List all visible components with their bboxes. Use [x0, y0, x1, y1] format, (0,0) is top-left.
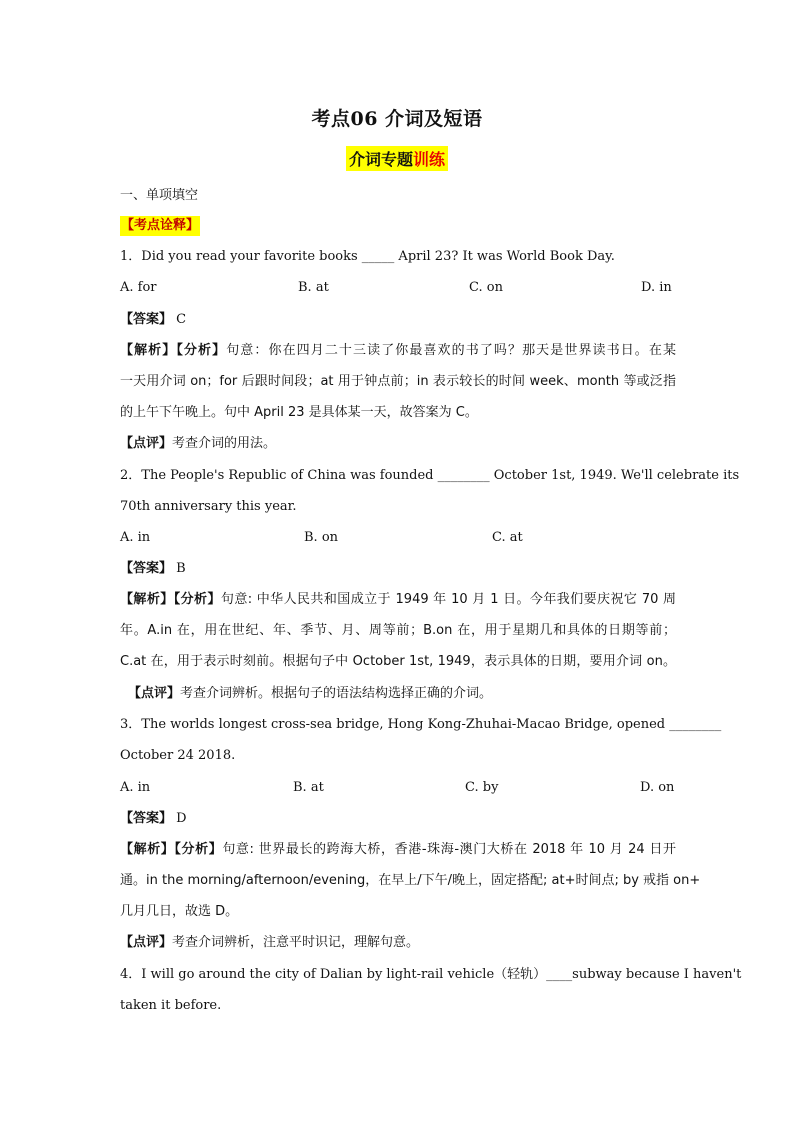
q3-comment-text: 考查介词辨析，注意平时识记，理解句意。 [172, 935, 420, 950]
q2-option-a[interactable]: A. in [120, 530, 151, 545]
answer-label: 【答案】 [120, 312, 173, 327]
analysis-label: 【解析】【分析】 [120, 592, 221, 607]
topic-tag: 【考点诠释】 [120, 216, 200, 236]
subtitle-main: 介词专题 [348, 150, 413, 169]
q3-option-d[interactable]: D. on [640, 780, 675, 795]
q3-analysis-line-1 [120, 840, 676, 860]
q2-comment-text: 考查介词辨析。根据句子的语法结构选择正确的介词。 [180, 686, 493, 701]
answer-label: 【答案】 [120, 811, 173, 826]
q2-stem-line-2: 70th anniversary this year. [120, 499, 297, 514]
q4-stem-line-2: taken it before. [120, 998, 222, 1013]
q3-stem-line-2: October 24 2018. [120, 748, 236, 763]
q1-analysis-line-3: 的上午下午晚上。句中 April 23 是具体某一天，故答案为 C。 [120, 405, 478, 420]
tag-line [120, 216, 676, 236]
comment-label: 【点评】 [120, 935, 173, 950]
q3-answer [120, 809, 676, 829]
q1-option-c[interactable]: C. on [469, 280, 503, 295]
q1-answer-value: C [176, 312, 187, 327]
q2-answer-value: B [176, 561, 186, 576]
section-heading: 一、单项填空 [120, 188, 199, 203]
q3-answer-value: D [176, 811, 187, 826]
q1-analysis-line-1 [120, 341, 676, 361]
subtitle-container [0, 146, 794, 171]
q1-comment [120, 434, 676, 454]
q3-stem-line-1: 3．The worlds longest cross-sea bridge, Hong Kong-Zhuhai-Macao Bridge, opened ________ [120, 717, 722, 732]
q3-analysis-line-3: 几月几日，故选 D。 [120, 904, 239, 919]
q2-stem-line-1: 2．The People's Republic of China was founded ________ October 1st, 1949. We'll celebrate its [120, 468, 740, 483]
q1-answer [120, 310, 676, 330]
analysis-label: 【解析】【分析】 [120, 343, 227, 358]
comment-label: 【点评】 [120, 436, 173, 451]
q3-option-a[interactable]: A. in [120, 780, 151, 795]
q2-answer [120, 559, 676, 579]
page-title: 考点06 介词及短语 [311, 108, 483, 130]
q2-analysis-line-3: C.at 在，用于表示时刻前。根据句子中 October 1st, 1949，表示具体的日期，要用介词 on。 [120, 654, 676, 669]
q1-option-d[interactable]: D. in [641, 280, 672, 295]
comment-label: 【点评】 [128, 686, 181, 701]
page-subtitle [346, 146, 448, 171]
q1-option-a[interactable]: A. for [120, 280, 157, 295]
q3-option-c[interactable]: C. by [465, 780, 499, 795]
q4-stem-line-1: 4．I will go around the city of Dalian by light-rail vehicle（轻轨）____subway because I haven't [120, 967, 742, 982]
q2-option-b[interactable]: B. on [304, 530, 339, 545]
q1-analysis-line-2: 一天用介词 on；for 后跟时间段；at 用于钟点前；in 表示较长的时间 week、month 等或泛指 [120, 374, 676, 389]
q3-analysis-line-2: 通。in the morning/afternoon/evening，在早上/下午/晚上，固定搭配; at+时间点; by 戒指 on+ [120, 873, 701, 888]
q3-option-b[interactable]: B. at [293, 780, 324, 795]
answer-label: 【答案】 [120, 561, 173, 576]
q3-comment [120, 933, 676, 953]
q2-analysis-line-2: 年。A.in 在，用在世纪、年、季节、月、周等前；B.on 在，用于星期几和具体的日期等前； [120, 623, 676, 638]
q1-option-b[interactable]: B. at [298, 280, 329, 295]
q2-option-c[interactable]: C. at [492, 530, 523, 545]
q2-comment [128, 684, 684, 704]
q1-analysis-text-1: 句意：你在四月二十三读了你最喜欢的书了吗？那天是世界读书日。在某 [226, 343, 676, 358]
subtitle-highlight: 训练 [413, 150, 446, 169]
q2-analysis-line-1 [120, 590, 676, 610]
q2-analysis-text-1: 句意: 中华人民共和国成立于 1949 年 10 月 1 日。今年我们要庆祝它 70 周 [220, 592, 676, 607]
analysis-label: 【解析】【分析】 [120, 842, 223, 857]
q1-stem-line-1: 1．Did you read your favorite books _____ April 23? It was World Book Day. [120, 249, 615, 264]
q1-comment-text: 考查介词的用法。 [172, 436, 277, 451]
q3-analysis-text-1: 句意: 世界最长的跨海大桥，香港-珠海-澳门大桥在 2018 年 10 月 24 日开 [222, 842, 676, 857]
